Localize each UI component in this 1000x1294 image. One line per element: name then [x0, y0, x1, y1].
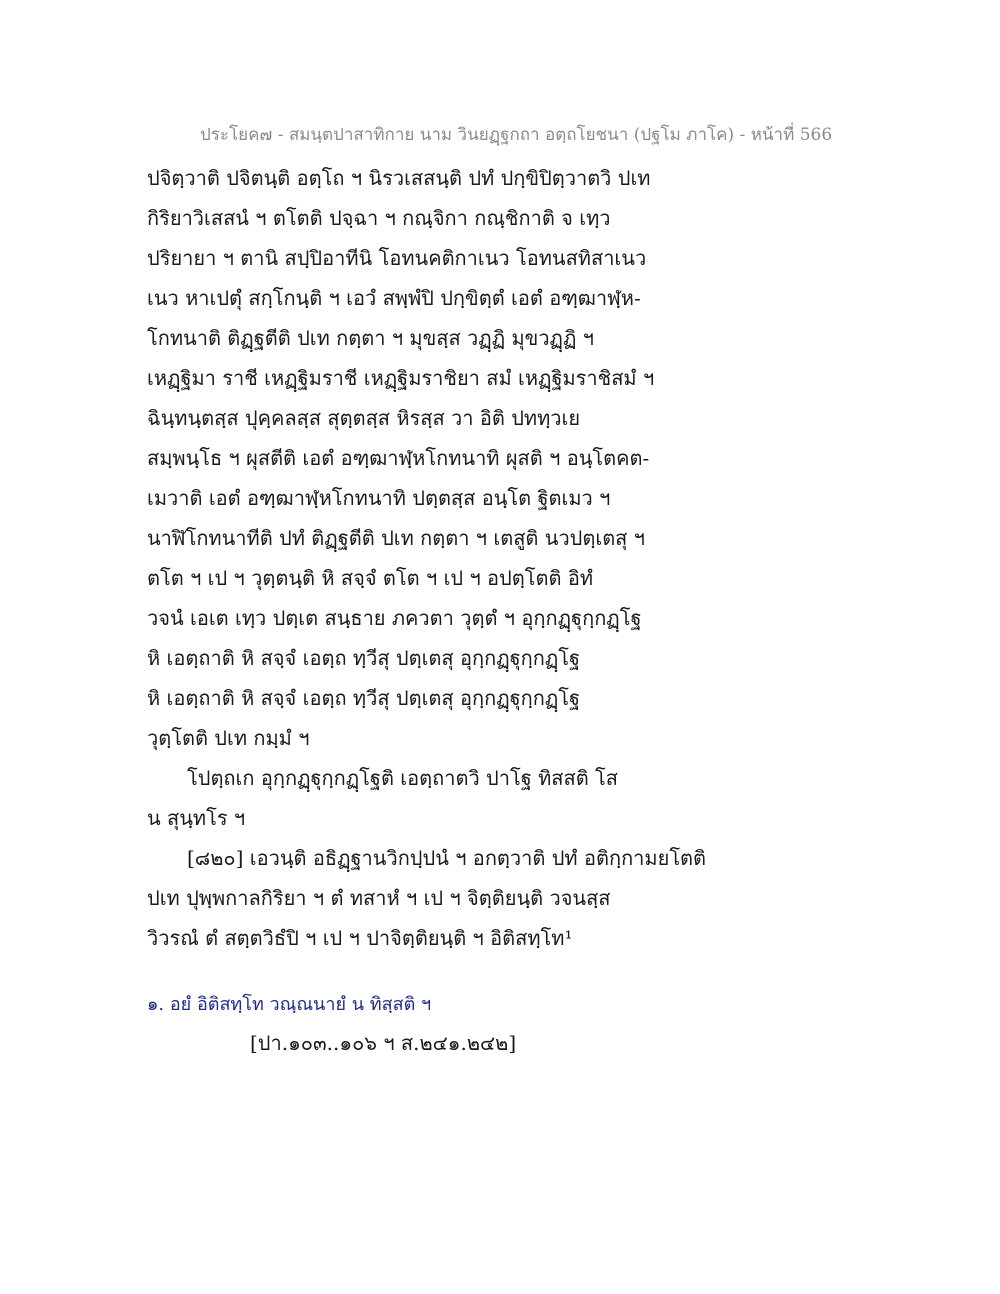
text-line: หิ เอตฺถาติ หิ สจฺจํ เอตฺถ ทฺวีสุ ปตฺเตสุ อุกฺกฏฺฐุกฺกฏฺโฐ: [147, 646, 581, 670]
text-line: โกทนาติ ติฏฺฐตีติ ปเท กตฺตา ฯ มุขสฺส วฏฺฏิ มุขวฏฺฏิ ฯ: [147, 326, 595, 350]
text-line: เนว หาเปตุํ สกฺโกนฺติ ฯ เอวํ สพฺพํปิ ปกฺขิตฺตํ เอตํ อฑฺฒาฬฺห-: [147, 286, 641, 310]
text-line: วจนํ เอเต เทฺว ปตฺเต สนฺธาย ภควตา วุตฺตํ ฯ อุกฺกฏฺฐุกฺกฏฺโฐ: [147, 606, 642, 630]
text-line: เมวาติ เอตํ อฑฺฒาฬฺหโกทนาทิ ปตฺตสฺส อนฺโต ฐิตเมว ฯ: [147, 486, 611, 510]
text-line: เหฏฺฐิมา ราชี เหฏฺฐิมราชี เหฏฺฐิมราชิยา สมํ เหฏฺฐิมราชิสมํ ฯ: [147, 366, 655, 390]
text-line: นาฬิโกทนาทีติ ปทํ ติฏฺฐตีติ ปเท กตฺตา ฯ เตสูติ นวปตฺเตสุ ฯ: [147, 526, 645, 550]
text-line: ฉินฺทนฺตสฺส ปุคฺคลสฺส สุตฺตสฺส หิรสฺส วา อิติ ปททฺวเย: [147, 406, 581, 430]
text-line: สมฺพนฺโธ ฯ ผุสตีติ เอตํ อฑฺฒาฬฺหโกทนาทิ ผุสติ ฯ อนฺโตคต-: [147, 446, 650, 470]
text-line: ปเท ปุพฺพกาลกิริยา ฯ ตํ ทสาหํ ฯ เป ฯ จิตฺติยนฺติ วจนสฺส: [147, 886, 611, 910]
text-line: ปจิตฺวาติ ปจิตนฺติ อตฺโถ ฯ นิรวเสสนฺติ ปทํ ปกฺขิปิตฺวาตวิ ปเท: [147, 166, 651, 190]
page-header: ประโยค๗ - สมนฺตปาสาทิกาย นาม วินยฏฺฐกถา อตฺถโยชนา (ปฐโม ภาโค) - หน้าที่ 566: [200, 125, 833, 145]
text-line: หิ เอตฺถาติ หิ สจฺจํ เอตฺถ ทฺวีสุ ปตฺเตสุ อุกฺกฏฺฐุกฺกฏฺโฐ: [147, 686, 581, 710]
text-line: ตโต ฯ เป ฯ วุตฺตนฺติ หิ สจฺจํ ตโต ฯ เป ฯ อปตฺโตติ อิทํ: [147, 566, 594, 590]
body-text: [147, 158, 847, 958]
text-line: น สุนฺทโร ฯ: [147, 806, 246, 830]
page-reference: [ปา.๑๐๓..๑๐๖ ฯ ส.๒๔๑.๒๔๒]: [250, 1031, 517, 1055]
indented-paragraph-line: โปตฺถเก อุกฺกฏฺฐุกฺกฏฺโฐติ เอตฺถาตวิ ปาโฐ ทิสสติ โส: [187, 766, 619, 790]
text-line: วุตฺโตติ ปเท กมฺมํ ฯ: [147, 726, 310, 750]
text-line: กิริยาวิเสสนํ ฯ ตโตติ ปจฺฉา ฯ กณฺจิกา กณฺชิกาติ จ เทฺว: [147, 206, 611, 230]
text-line: ปริยายา ฯ ตานิ สปฺปิอาทีนิ โอทนคติกาเนว โอทนสทิสาเนว: [147, 246, 647, 270]
text-line: วิวรณํ ตํ สตฺตวิธํปิ ฯ เป ฯ ปาจิตฺติยนฺติ ฯ อิติสทฺโท¹: [147, 926, 573, 950]
footnote: ๑. อยํ อิติสทฺโท วณฺณนายํ น ทิสฺสติ ฯ: [147, 994, 432, 1015]
section-paragraph-line: [๘๒๐] เอวนฺติ อธิฏฺฐานวิกปฺปนํ ฯ อกตฺวาติ ปทํ อติกฺกามยโตติ: [187, 846, 707, 870]
